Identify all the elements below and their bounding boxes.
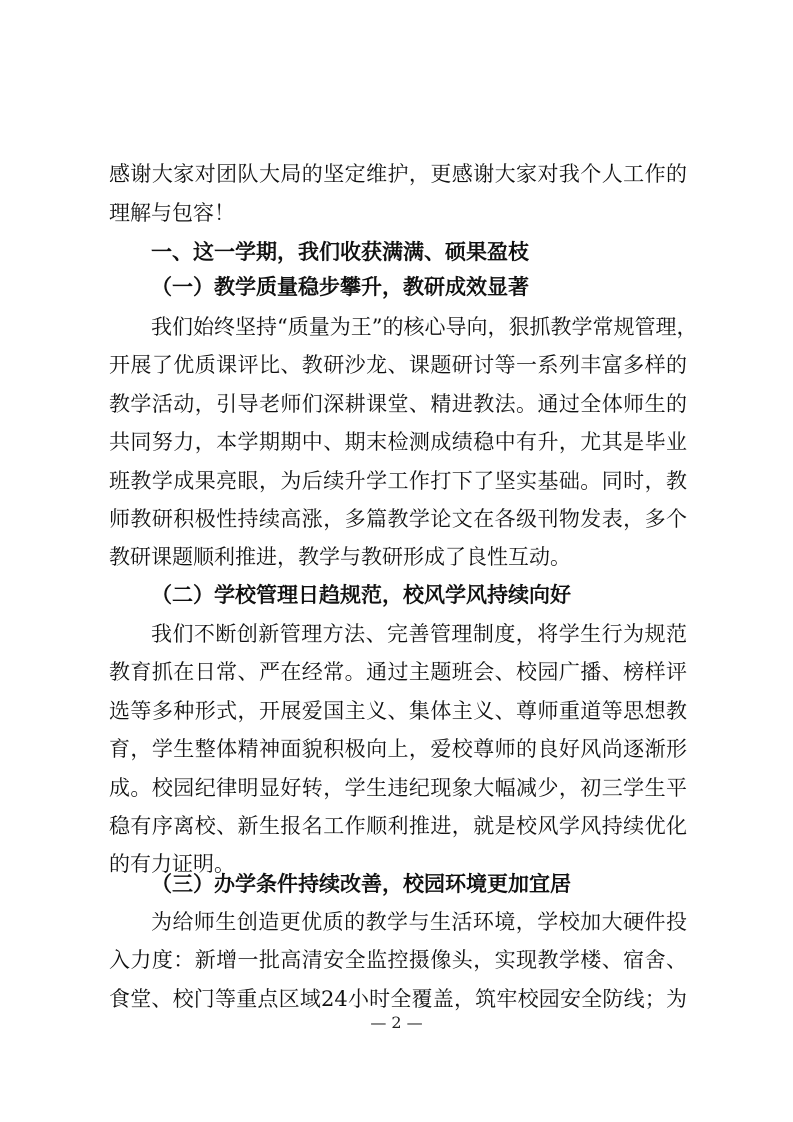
section-heading: 一、这一学期，我们收获满满、硕果盈枝 — [151, 239, 529, 264]
subsection-heading: （一）教学质量稳步攀升，教研成效显著 — [151, 274, 529, 299]
subsection-heading: （三）办学条件持续改善，校园环境更加宜居 — [151, 871, 571, 896]
body-line: 教学活动，引导老师们深耕课堂、精进教法。通过全体师生的 — [109, 392, 687, 416]
body-line: 感谢大家对团队大局的坚定维护，更感谢大家对我个人工作的 — [109, 162, 687, 186]
body-line: 稳有序离校、新生报名工作顺利推进，就是校风学风持续优化 — [109, 814, 687, 838]
body-line: 教育抓在日常、严在经常。通过主题班会、校园广播、榜样评 — [109, 660, 687, 684]
body-line: 开展了优质课评比、教研沙龙、课题研讨等一系列丰富多样的 — [109, 353, 687, 377]
body-line: 入力度：新增一批高清安全监控摄像头，实现教学楼、宿舍、 — [109, 948, 687, 972]
body-line: 选等多种形式，开展爱国主义、集体主义、尊师重道等思想教 — [109, 699, 687, 723]
body-line: 成。校园纪律明显好转，学生违纪现象大幅减少，初三学生平 — [109, 776, 687, 800]
body-line: 班教学成果亮眼，为后续升学工作打下了坚实基础。同时，教 — [109, 469, 687, 493]
subsection-heading: （二）学校管理日趋规范，校风学风持续向好 — [151, 582, 571, 607]
body-line: 食堂、校门等重点区域24小时全覆盖，筑牢校园安全防线；为 — [109, 987, 687, 1011]
body-line: 的有力证明。 — [109, 852, 235, 876]
body-line: 育，学生整体精神面貌积极向上，爱校尊师的良好风尚逐渐形 — [109, 737, 687, 761]
body-line: 共同努力，本学期期中、期末检测成绩稳中有升，尤其是毕业 — [109, 430, 687, 454]
body-line: 我们始终坚持“质量为王”的核心导向，狠抓教学常规管理， — [151, 315, 698, 339]
page-number: — 2 — — [370, 1013, 423, 1032]
body-line: 教研课题顺利推进，教学与教研形成了良性互动。 — [109, 545, 571, 569]
body-line: 师教研积极性持续高涨，多篇教学论文在各级刊物发表，多个 — [109, 507, 687, 531]
body-line: 理解与包容！ — [109, 201, 235, 225]
body-line: 我们不断创新管理方法、完善管理制度，将学生行为规范 — [151, 622, 687, 646]
body-line: 为给师生创造更优质的教学与生活环境，学校加大硬件投 — [151, 910, 687, 934]
